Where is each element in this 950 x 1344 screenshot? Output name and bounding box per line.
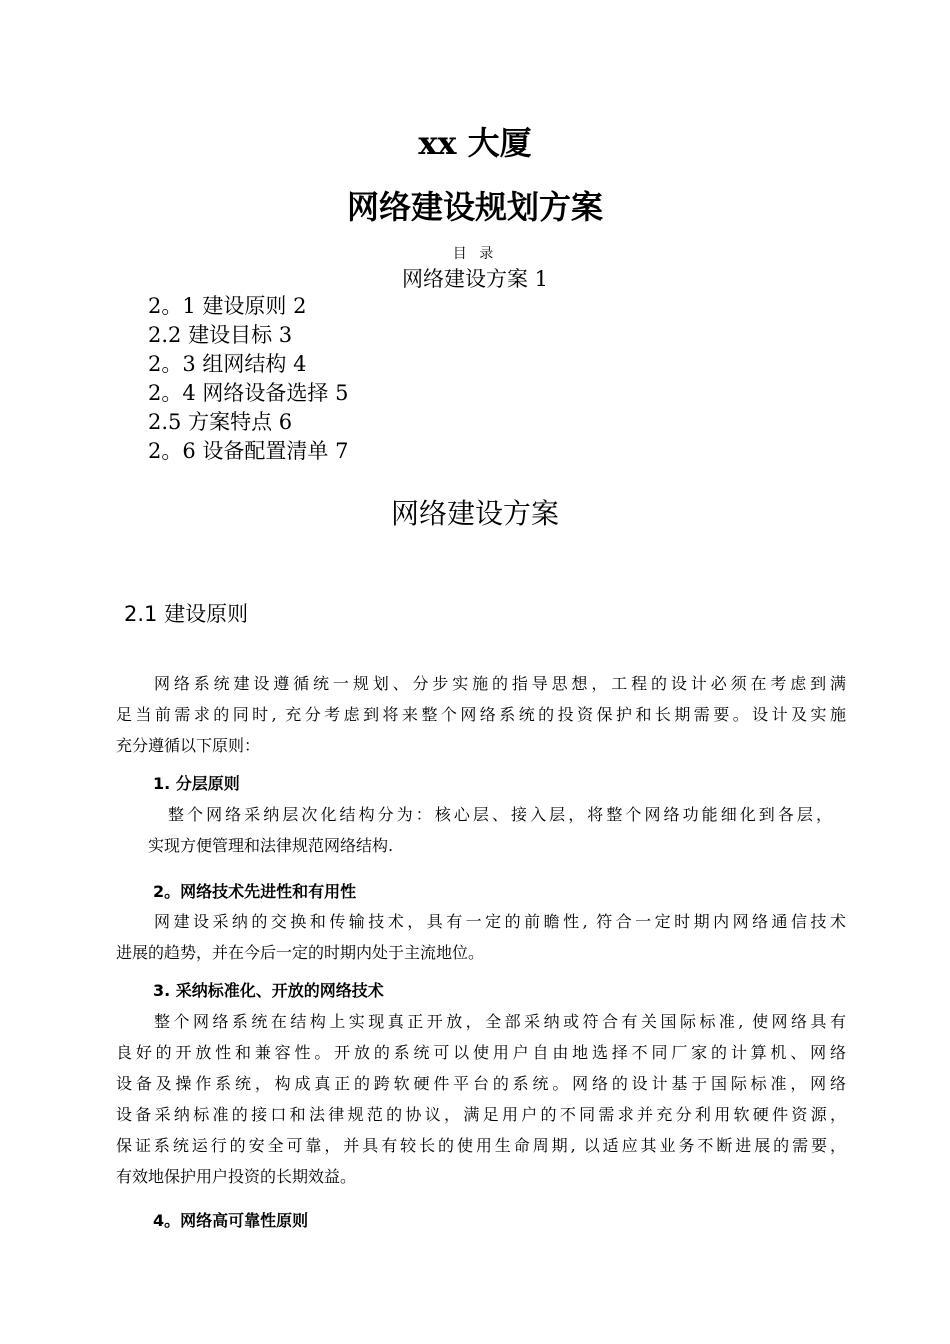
toc-item[interactable]: 2。4 网络设备选择 5 [148, 381, 349, 405]
toc-list [148, 292, 348, 466]
toc-main-entry[interactable]: 网络建设方案 1 [401, 267, 549, 291]
paragraph-line: 设备采纳标准的接口和法律规范的协议，满足用户的不同需求并充分利用软硬件资源， [116, 1105, 846, 1124]
principle-heading: 2。网络技术先进性和有用性 [153, 882, 357, 901]
document-subtitle: 网络建设规划方案 [346, 188, 603, 226]
subsection-heading: 2.1 建设原则 [124, 602, 249, 626]
toc-item[interactable]: 2.5 方案特点 6 [148, 410, 293, 434]
intro-paragraph [116, 668, 846, 761]
paragraph-line: 设备及操作系统，构成真正的跨软硬件平台的系统。网络的设计基于国际标准，网络 [116, 1074, 846, 1093]
paragraph-line: 实现方便管理和法律规范网络结构. [148, 836, 394, 855]
toc-heading: 目 录 [452, 246, 498, 262]
principle-paragraph [148, 799, 832, 861]
section-heading: 网络建设方案 [390, 497, 559, 530]
principle-heading: 1. 分层原则 [153, 774, 240, 793]
toc-item[interactable]: 2。3 组网结构 4 [148, 352, 307, 376]
document-title: xx 大厦 [418, 124, 532, 162]
paragraph-line: 网建设采纳的交换和传输技术，具有一定的前瞻性, 符合一定时期内网络通信技术 [154, 912, 846, 931]
toc-item[interactable]: 2.2 建设目标 3 [148, 323, 293, 347]
paragraph-line: 足当前需求的同时, 充分考虑到将来整个网络系统的投资保护和长期需要。设计及实施 [116, 705, 846, 724]
paragraph-line: 进展的趋势，并在今后一定的时期内处于主流地位。 [116, 943, 485, 962]
principle-paragraph [116, 906, 846, 968]
toc-item[interactable]: 2。1 建设原则 2 [148, 294, 307, 318]
principle-heading: 4。网络高可靠性原则 [153, 1211, 309, 1230]
paragraph-line: 整个网络系统在结构上实现真正开放，全部采纳或符合有关国际标准, 使网络具有 [154, 1012, 846, 1031]
paragraph-line: 整个网络采纳层次化结构分为：核心层、接入层，将整个网络功能细化到各层， [168, 805, 832, 824]
paragraph-line: 保证系统运行的安全可靠，并具有较长的使用生命周期, 以适应其业务不断进展的需要， [116, 1136, 846, 1155]
paragraph-line: 良好的开放性和兼容性。开放的系统可以使用户自由地选择不同厂家的计算机、网络 [116, 1043, 846, 1062]
paragraph-line: 有效地保护用户投资的长期效益。 [116, 1167, 357, 1186]
principle-heading: 3. 采纳标准化、开放的网络技术 [153, 981, 384, 1000]
toc-item[interactable]: 2。6 设备配置清单 7 [148, 439, 349, 463]
principle-paragraph [116, 1006, 846, 1192]
paragraph-line: 充分遵循以下原则： [116, 736, 261, 755]
paragraph-line: 网络系统建设遵循统一规划、分步实施的指导思想，工程的设计必须在考虑到满 [154, 674, 846, 693]
